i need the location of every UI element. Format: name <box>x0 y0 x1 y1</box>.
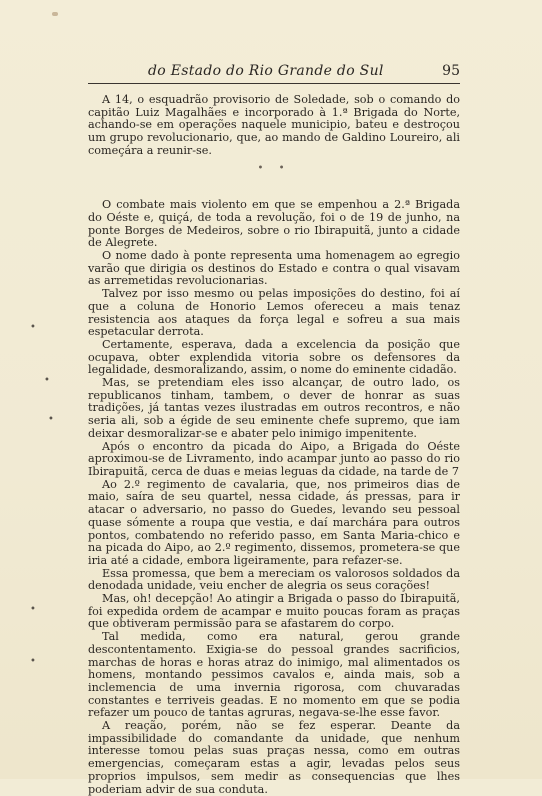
paragraph: Ao 2.º regimento de cavalaria, que, nos primeiros dias de maio, saíra de seu quartel, nessa cidade, ás pressas, para ir atacar o adversario, no passo do Guedes, levando seu pessoal quase sómente a roupa que vestia, e daí marchára para outros pontos, combatendo no referido passo, em Santa Maria-chico e na picada do Aipo, ao 2.º regimento, dissemos, prometera-se que iria até a cidade, embora ligeiramente, para refazer-se. <box>88 477 460 567</box>
running-title: do Estado do Rio Grande do Sul <box>148 63 384 79</box>
paragraph: A reação, porém, não se fez esperar. Deante da impassibilidade do comandante da unidade, que nenhum interesse tomou pelas suas praças nessa, como em outras emergencias, começaram estas a agir, levadas pelos seus proprios impulsos, sem medir as consequencias que lhes poderiam advir de sua conduta. <box>88 719 460 796</box>
page-header <box>88 63 460 84</box>
paragraph: Essa promessa, que bem a mereciam os valorosos soldados da denodada unidade, veiu encher de alegria os seus corações! <box>88 566 460 593</box>
paragraph: O combate mais violento em que se empenhou a 2.ª Brigada do Oéste e, quiçá, de toda a revolução, foi o de 19 de junho, na ponte Borges de Medeiros, sobre o rio Ibirapuitã, junto a cidade de Alegrete. <box>88 198 460 250</box>
paragraph: Após o encontro da picada do Aipo, a Brigada do Oéste aproximou-se de Livramento, indo acampar junto ao passo do rio Ibirapuitã, cerca de duas e meias leguas da cidade, na tarde de 7 <box>88 439 460 478</box>
body-text <box>88 94 460 796</box>
margin-mark: • <box>30 322 36 333</box>
margin-mark: • <box>30 656 36 667</box>
paragraph: Talvez por isso mesmo ou pelas imposições do destino, foi aí que a coluna de Honorio Lemos ofereceu a mais tenaz resistencia aos ataques da força legal e sofreu a sua mais espetacular derrota. <box>88 287 460 339</box>
paragraph: Mas, se pretendiam eles isso alcançar, de outro lado, os republicanos tinham, tambem, o dever de honrar as suas tradições, já tantas vezes ilustradas em outros recontros, e não seria ali, sob a égide de seu eminente chefe supremo, que iam deixar desmoralizar-se e abater pelo inimigo impenitente. <box>88 376 460 440</box>
paragraph: A 14, o esquadrão provisorio de Soledade, sob o comando do capitão Luiz Magalhães e incorporado à 1.ª Brigada do Norte, achando-se em operações naquele municipio, bateu e destroçou um grupo revolucionario, que, ao mando de Galdino Loureiro, ali começára a reunir-se. <box>88 93 460 157</box>
page-number: 95 <box>442 63 460 79</box>
paragraph: Mas, oh! decepção! Ao atingir a Brigada o passo do Ibirapuitã, foi expedida ordem de acampar e muito poucas foram as praças que obtiveram permissão para se afastarem do corpo. <box>88 592 460 631</box>
margin-mark: • <box>48 414 54 425</box>
paper-stain <box>52 12 58 16</box>
paragraph: O nome dado à ponte representa uma homenagem ao egregio varão que dirigia os destinos do Estado e contra o qual visavam as arremetidas revolucionarias. <box>88 249 460 288</box>
paragraph: Certamente, esperava, dada a excelencia da posição que ocupava, obter explendida vitoria sobre os defensores da legalidade, desmoralizando, assim, o nome do eminente cidadão. <box>88 337 460 377</box>
paragraph: Tal medida, como era natural, gerou grande descontentamento. Exigia-se do pessoal grandes sacrificios, marchas de horas e horas atraz do inimigo, mal alimentados os homens, montando pessimos cavalos e, ainda mais, sob a inclemencia de uma invernia rigorosa, com chuvaradas constantes e terriveis geadas. E no momento em que se podia refazer um pouco de tantas agruras, negava-se-lhe esse favor. <box>88 630 460 720</box>
margin-mark: • <box>30 604 36 615</box>
section-ornament: • • <box>257 162 291 174</box>
margin-mark: • <box>44 375 50 386</box>
